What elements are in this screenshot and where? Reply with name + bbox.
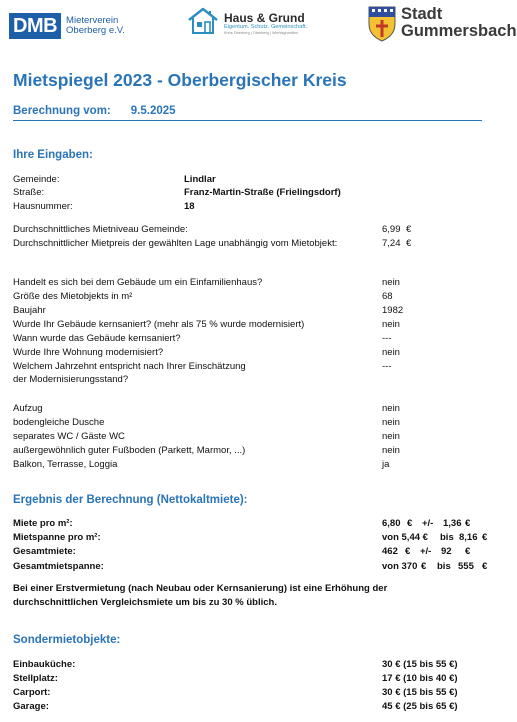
- special-value: 30 € (15 bis 55 €): [382, 687, 458, 698]
- input-label: Durchschnittliches Mietniveau Gemeinde:: [13, 224, 188, 235]
- gummersbach-label: Gummersbach: [401, 22, 517, 40]
- input-label: außergewöhnlich guter Fußboden (Parkett, Marmor, ...): [13, 445, 246, 456]
- input-value: ---: [382, 333, 392, 344]
- input-label: Wurde Ihre Wohnung modernisiert?: [13, 347, 164, 358]
- euro-unit: €: [405, 546, 411, 557]
- input-label: Aufzug: [13, 403, 43, 414]
- haus-und-grund-subline: Kreis Oberberg | Oberberg | Wiehlsgrundien: [224, 31, 299, 35]
- result-value-b: 555: [458, 561, 474, 572]
- result-value-b: 8,16: [459, 532, 478, 543]
- stadt-label: Stadt: [401, 5, 443, 23]
- input-value: ja: [382, 459, 390, 470]
- input-value: Lindlar: [184, 174, 216, 185]
- input-value: nein: [382, 347, 400, 358]
- result-label: Miete pro m²:: [13, 518, 73, 529]
- title-divider: [13, 120, 482, 121]
- euro-unit: €: [407, 518, 413, 529]
- result-separator: +/-: [422, 518, 434, 529]
- result-separator: +/-: [420, 546, 432, 557]
- input-label: Größe des Mietobjekts in m²: [13, 291, 133, 302]
- result-value-b: 92: [441, 546, 452, 557]
- city-coat-of-arms-icon: [367, 4, 397, 42]
- input-value: 7,24: [382, 238, 401, 249]
- special-value: 45 € (25 bis 65 €): [382, 701, 458, 712]
- input-label: Handelt es sich bei dem Gebäude um ein Einfamilienhaus?: [13, 277, 263, 288]
- input-value: ---: [382, 361, 392, 372]
- dmb-logo: [9, 13, 125, 39]
- result-separator: bis: [437, 561, 451, 572]
- input-value: 18: [184, 201, 195, 212]
- result-value-b: 1,36: [443, 518, 462, 529]
- result-value-a: von 5,44 €: [382, 532, 428, 543]
- input-value: Franz-Martin-Straße (Frielingsdorf): [184, 187, 341, 198]
- input-label: separates WC / Gäste WC: [13, 431, 125, 442]
- calculation-date-row: [13, 105, 176, 117]
- result-separator: bis: [440, 532, 454, 543]
- input-label: bodengleiche Dusche: [13, 417, 105, 428]
- input-label: Baujahr: [13, 305, 46, 316]
- special-label: Carport:: [13, 687, 51, 698]
- euro-unit: €: [406, 238, 412, 249]
- dmb-badge: DMB: [9, 13, 61, 39]
- input-value: 68: [382, 291, 393, 302]
- input-label-continued: der Modernisierungsstand?: [13, 374, 129, 385]
- inputs-heading: Ihre Eingaben:: [13, 149, 93, 161]
- input-value: nein: [382, 417, 400, 428]
- euro-unit: €: [421, 561, 427, 572]
- special-value: 17 € (10 bis 40 €): [382, 673, 458, 684]
- result-value-a: 6,80: [382, 518, 401, 529]
- input-value: nein: [382, 431, 400, 442]
- dmb-logo-text: Mieterverein Oberberg e.V.: [66, 14, 125, 36]
- result-label: Mietspanne pro m²:: [13, 532, 101, 543]
- haus-und-grund-title: Haus & Grund: [224, 11, 305, 25]
- result-note: durchschnittlichen Vergleichsmiete um bis zu 30 % üblich.: [13, 597, 277, 608]
- result-value-a: von 370: [382, 561, 418, 572]
- special-label: Stellplatz:: [13, 673, 58, 684]
- input-label: Wurde Ihr Gebäude kernsaniert? (mehr als 75 % wurde modernisiert): [13, 319, 305, 330]
- input-value: 1982: [382, 305, 404, 316]
- special-heading: Sondermietobjekte:: [13, 634, 121, 646]
- special-label: Garage:: [13, 701, 49, 712]
- input-label: Durchschnittlicher Mietpreis der gewählten Lage unabhängig vom Mietobjekt:: [13, 238, 338, 249]
- input-label: Balkon, Terrasse, Loggia: [13, 459, 118, 470]
- result-heading: Ergebnis der Berechnung (Nettokaltmiete):: [13, 494, 248, 506]
- haus-und-grund-logo: [186, 6, 307, 36]
- special-value: 30 € (15 bis 55 €): [382, 659, 458, 670]
- input-value: nein: [382, 319, 400, 330]
- input-value: nein: [382, 277, 400, 288]
- result-label: Gesamtmietspanne:: [13, 561, 104, 572]
- input-label: Straße:: [13, 187, 45, 198]
- input-label: Welchem Jahrzehnt entspricht nach Ihrer Einschätzung: [13, 361, 246, 372]
- result-value-a: 462: [382, 546, 398, 557]
- euro-unit: €: [482, 532, 488, 543]
- euro-unit: €: [465, 546, 471, 557]
- calculation-label: Berechnung vom:: [13, 105, 111, 117]
- special-label: Einbauküche:: [13, 659, 76, 670]
- result-note: Bei einer Erstvermietung (nach Neubau oder Kernsanierung) ist eine Erhöhung der: [13, 583, 388, 594]
- stadt-gummersbach-logo: [367, 4, 517, 42]
- input-label: Gemeinde:: [13, 174, 60, 185]
- house-icon: [186, 6, 220, 36]
- euro-unit: €: [482, 561, 488, 572]
- haus-und-grund-tagline: Eigentum. Schutz. Gemeinschaft.: [224, 24, 308, 30]
- input-value: nein: [382, 445, 400, 456]
- calculation-date: 9.5.2025: [130, 105, 176, 117]
- input-label: Wann wurde das Gebäude kernsaniert?: [13, 333, 181, 344]
- euro-unit: €: [406, 224, 412, 235]
- result-label: Gesamtmiete:: [13, 546, 76, 557]
- euro-unit: €: [465, 518, 471, 529]
- input-label: Hausnummer:: [13, 201, 73, 212]
- page-title: Mietspiegel 2023 - Oberbergischer Kreis: [13, 70, 347, 90]
- input-value: nein: [382, 403, 400, 414]
- input-value: 6,99: [382, 224, 401, 235]
